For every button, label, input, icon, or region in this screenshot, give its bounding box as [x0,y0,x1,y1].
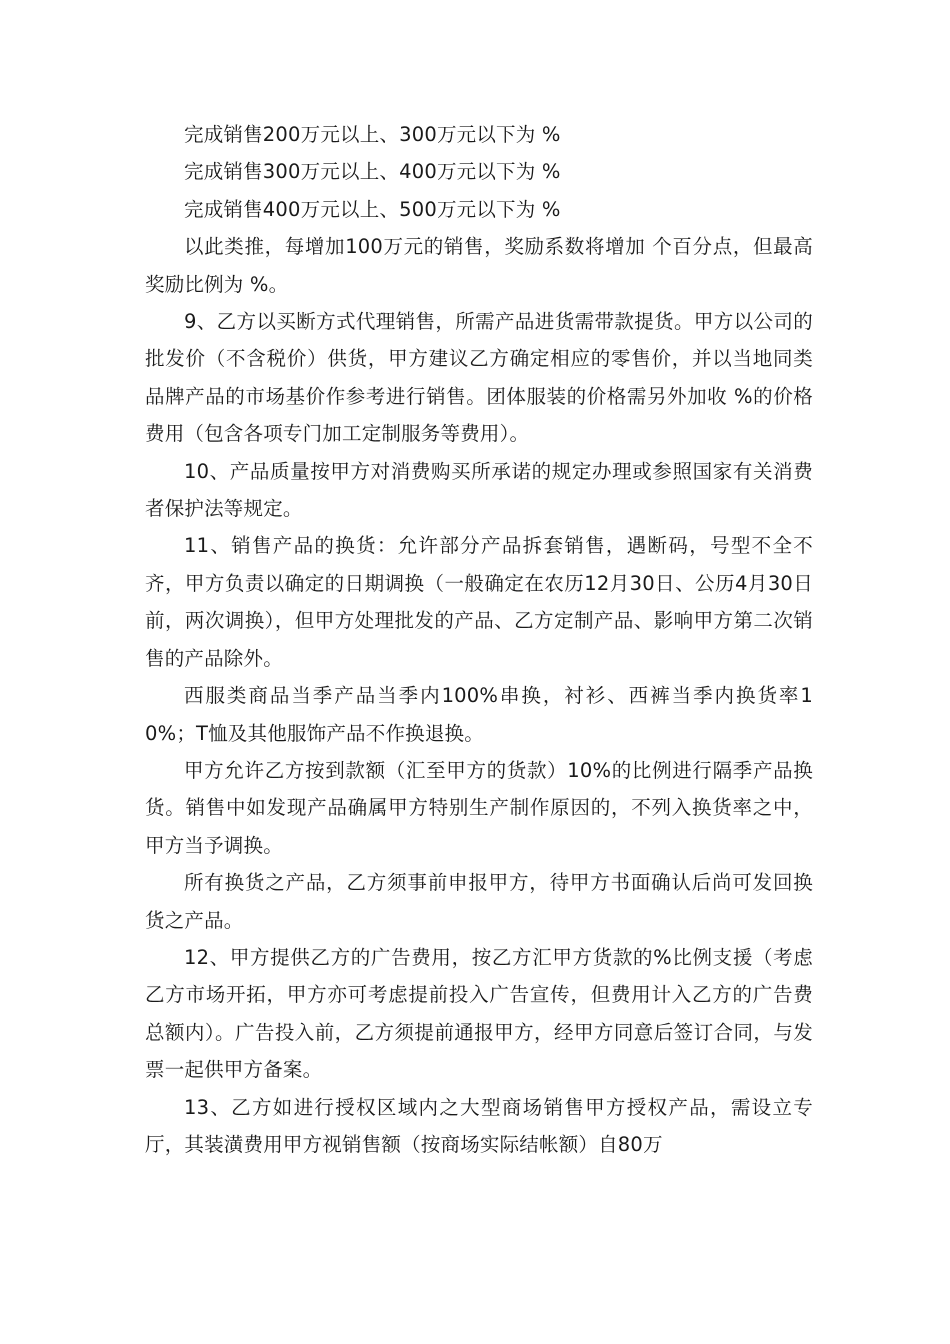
document-body [145,116,813,1163]
paragraph-clause-10: 10、产品质量按甲方对消费购买所承诺的规定办理或参照国家有关消费者保护法等规定。 [145,459,813,521]
paragraph-clause-11-suits: 西服类商品当季产品当季内100%串换，衬衫、西裤当季内换货率10%；T恤及其他服饰产品不作换退换。 [145,684,813,745]
paragraph-clause-11-off-season: 甲方允许乙方按到款额（汇至甲方的货款）10%的比例进行隔季产品换货。销售中如发现产品确属甲方特别生产制作原因的，不列入换货率之中，甲方当予调换。 [145,758,813,857]
paragraph-clause-11-approval: 所有换货之产品，乙方须事前申报甲方，待甲方书面确认后尚可发回换货之产品。 [145,871,813,932]
paragraph-increment-rule: 以此类推，每增加100万元的销售，奖励系数将增加 个百分点，但最高奖励比例为 %。 [145,235,813,296]
paragraph-tier-300-400: 完成销售300万元以上、400万元以下为 % [184,160,561,184]
paragraph-clause-9: 9、乙方以买断方式代理销售，所需产品进货需带款提货。甲方以公司的批发价（不含税价）供货，甲方建议乙方确定相应的零售价，并以当地同类品牌产品的市场基价作参考进行销售。团体服装的价格需另外加收 %的价格费用（包含各项专门加工定制服务等费用）。 [145,310,813,446]
paragraph-clause-13: 13、乙方如进行授权区域内之大型商场销售甲方授权产品，需设立专厅，其装潢费用甲方视销售额（按商场实际结帐额）自80万 [145,1095,813,1156]
paragraph-clause-12: 12、甲方提供乙方的广告费用，按乙方汇甲方货款的%比例支援（考虑乙方市场开拓，甲方亦可考虑提前投入广告宣传，但费用计入乙方的广告费总额内）。广告投入前，乙方须提前通报甲方，经甲方同意后签订合同，与发票一起供甲方备案。 [145,945,813,1082]
paragraph-clause-11: 11、销售产品的换货：允许部分产品拆套销售，遇断码，号型不全不齐，甲方负责以确定的日期调换（一般确定在农历12月30日、公历4月30日前，两次调换），但甲方处理批发的产品、乙方定制产品、影响甲方第二次销售的产品除外。 [145,534,813,670]
paragraph-tier-400-500: 完成销售400万元以上、500万元以下为 % [184,197,561,221]
paragraph-tier-200-300: 完成销售200万元以上、300万元以下为 % [184,123,561,146]
